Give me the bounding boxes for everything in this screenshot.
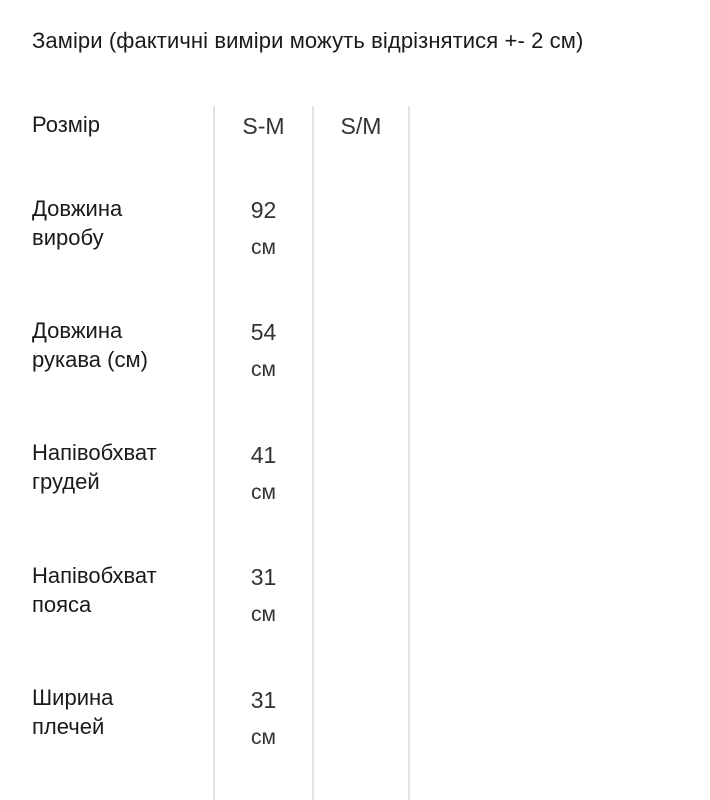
row-label-line: виробу xyxy=(32,225,104,250)
row-label xyxy=(32,561,207,619)
column-divider xyxy=(312,106,314,800)
header-size-s-slash-m: S/M xyxy=(340,113,382,139)
row-label-line: Довжина xyxy=(32,318,123,343)
row-label-line: Ширина xyxy=(32,685,114,710)
row-label-line: Напівобхват xyxy=(32,563,157,588)
value-number: 54 xyxy=(250,319,277,345)
value-unit: см xyxy=(251,603,276,626)
row-label xyxy=(32,683,207,741)
row-label-line: грудей xyxy=(32,469,100,494)
header-size-s-m: S-M xyxy=(242,113,285,139)
row-label xyxy=(32,438,207,496)
row-label-line: Напівобхват xyxy=(32,440,157,465)
value-unit: см xyxy=(251,726,276,749)
column-divider xyxy=(408,106,410,800)
row-label-line: Довжина xyxy=(32,196,123,221)
row-label-line: плечей xyxy=(32,714,105,739)
value-unit: см xyxy=(251,236,276,259)
value-unit: см xyxy=(251,481,276,504)
value-cell xyxy=(215,441,312,507)
value-cell xyxy=(215,686,312,752)
row-label-line: рукава (см) xyxy=(32,347,148,372)
value-number: 31 xyxy=(250,564,277,590)
value-unit: см xyxy=(251,358,276,381)
page-title: Заміри (фактичні виміри можуть відрізнятися +- 2 см) xyxy=(32,28,584,53)
row-label xyxy=(32,316,207,374)
value-cell xyxy=(215,318,312,384)
value-number: 41 xyxy=(250,442,277,468)
value-cell xyxy=(215,563,312,629)
value-number: 31 xyxy=(250,687,277,713)
value-cell xyxy=(215,196,312,262)
row-label xyxy=(32,194,207,252)
value-number: 92 xyxy=(250,197,277,223)
header-size-label: Розмір xyxy=(32,112,101,137)
row-label-line: пояса xyxy=(32,592,92,617)
